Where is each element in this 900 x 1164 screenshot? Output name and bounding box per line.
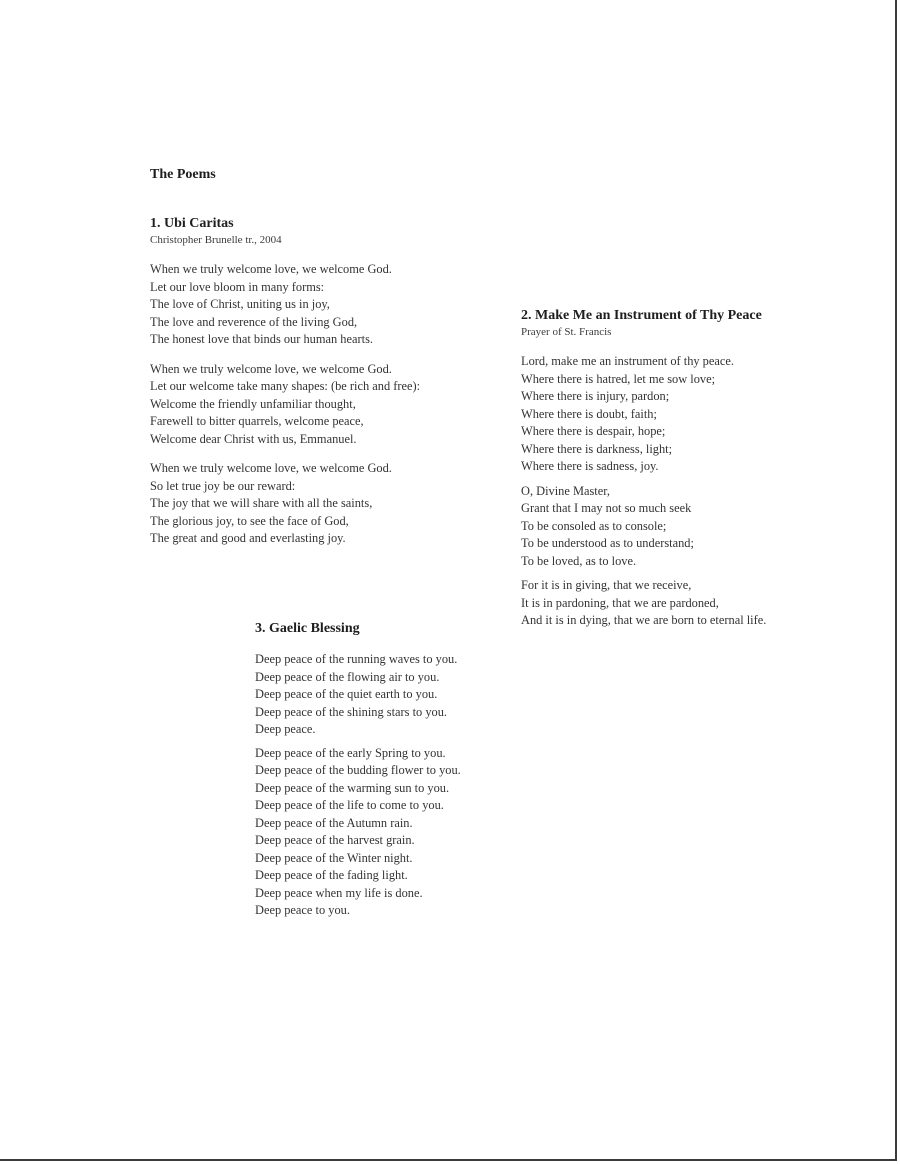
poem-line: When we truly welcome love, we welcome God. [150,262,392,276]
poem-line: Deep peace of the early Spring to you. [255,745,446,760]
poem-line: Welcome dear Christ with us, Emmanuel. [150,431,357,446]
poem-line: Lord, make me an instrument of thy peace. [521,354,734,368]
poem-line: Deep peace of the fading light. [255,868,408,882]
stanza [255,745,461,920]
stanza [150,261,420,349]
poem-line: Deep peace when my life is done. [255,885,423,900]
stanza [521,353,766,476]
poem-title: 2. Make Me an Instrument of Thy Peace [521,308,762,323]
stanza [521,483,766,571]
poem-line: The joy that we will share with all the saints, [150,496,373,510]
poem-ubi-caritas [150,215,420,548]
poem-gaelic-blessing [255,620,461,920]
poem-line: So let true joy be our reward: [150,478,296,493]
poem-line: Deep peace of the harvest grain. [255,833,415,847]
poem-line: To be understood as to understand; [521,536,694,550]
poem-line: Deep peace of the Autumn rain. [255,815,413,830]
poem-line: To be loved, as to love. [521,553,637,568]
poem-line: Where there is hatred, let me sow love; [521,371,716,386]
stanza [521,577,766,630]
poem-line: Deep peace of the running waves to you. [255,652,458,666]
poem-line: Let our love bloom in many forms: [150,279,325,294]
poem-line: The love and reverence of the living God, [150,314,358,329]
poem-line: To be consoled as to console; [521,518,667,533]
stanza [255,651,461,739]
poem-line: Let our welcome take many shapes: (be rich and free): [150,379,421,393]
poem-line: Deep peace of the Winter night. [255,850,413,865]
poem-line: Welcome the friendly unfamiliar thought, [150,396,356,411]
poem-line: Deep peace of the quiet earth to you. [255,687,438,701]
stanza [150,361,420,449]
poem-line: Where there is sadness, joy. [521,459,659,473]
poem-attribution: Prayer of St. Francis [521,326,612,338]
poem-line: It is in pardoning, that we are pardoned, [521,595,719,610]
poem-title: 1. Ubi Caritas [150,216,234,231]
poem-attribution: Christopher Brunelle tr., 2004 [150,234,282,246]
poem-line: Deep peace of the warming sun to you. [255,780,450,795]
poem-line: And it is in dying, that we are born to eternal life. [521,613,767,627]
poem-line: Deep peace of the flowing air to you. [255,669,440,684]
poem-line: Deep peace of the life to come to you. [255,798,444,812]
page-heading: The Poems [150,167,216,182]
stanza [150,460,420,548]
poem-line: The love of Christ, uniting us in joy, [150,297,330,311]
poem-line: Deep peace of the budding flower to you. [255,763,461,777]
poem-line: The glorious joy, to see the face of God, [150,513,349,528]
poem-line: O, Divine Master, [521,483,610,498]
poem-line: Deep peace of the shining stars to you. [255,704,448,719]
poem-line: The honest love that binds our human hearts. [150,332,373,346]
poem-line: For it is in giving, that we receive, [521,578,692,592]
poem-line: Where there is injury, pardon; [521,389,670,403]
poem-line: When we truly welcome love, we welcome God. [150,461,392,475]
poem-line: Where there is doubt, faith; [521,406,657,421]
poem-title: 3. Gaelic Blessing [255,621,360,636]
poem-line: Deep peace to you. [255,903,350,917]
poem-line: When we truly welcome love, we welcome God. [150,361,392,376]
poem-line: Where there is despair, hope; [521,424,666,438]
poem-line: Where there is darkness, light; [521,441,673,456]
poem-line: Grant that I may not so much seek [521,501,692,515]
poem-line: Farewell to bitter quarrels, welcome peace, [150,414,364,428]
poem-line: Deep peace. [255,722,316,736]
poem-make-me-an-instrument [521,307,766,630]
poem-line: The great and good and everlasting joy. [150,531,346,545]
